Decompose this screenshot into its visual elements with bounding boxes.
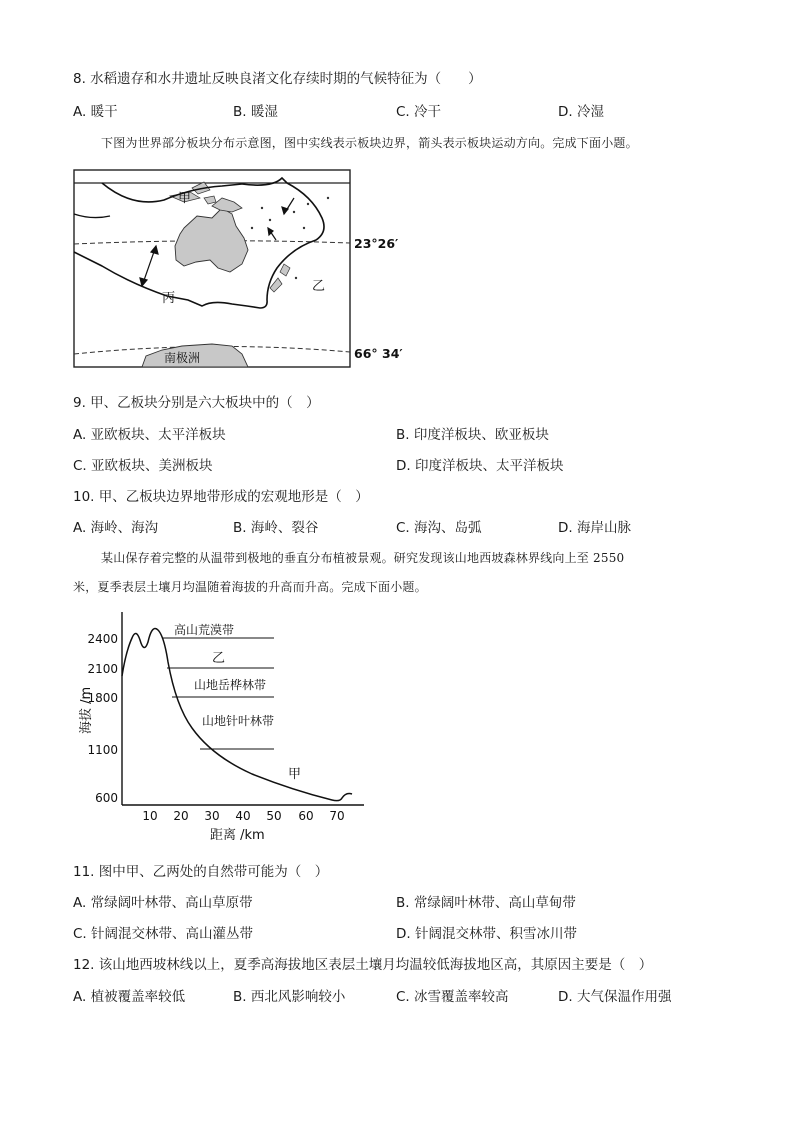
q11-option-c[interactable]: C. 针阔混交林带、高山灌丛带 bbox=[73, 926, 254, 942]
label-tropic-latitude: 23°26′ bbox=[354, 236, 399, 251]
question-11-stem: 11. 图中甲、乙两处的自然带可能为（ ） bbox=[73, 864, 329, 880]
intro-mountain-line-2: 米，夏季表层土壤月均温随着海拔的升高而升高。完成下面小题。 bbox=[73, 580, 427, 594]
y-tick-2400: 2400 bbox=[87, 632, 118, 646]
question-12-stem: 12. 该山地西坡林线以上，夏季高海拔地区表层土壤月均温较低海拔地区高，其原因主要是（ ） bbox=[73, 957, 653, 973]
x-tick-10: 10 bbox=[142, 809, 158, 823]
island-dot bbox=[293, 211, 295, 213]
zone-alpine-desert: 高山荒漠带 bbox=[174, 623, 235, 637]
label-polar-latitude: 66° 34′ bbox=[354, 346, 403, 361]
label-yi: 乙 bbox=[312, 279, 326, 294]
island-dot bbox=[269, 219, 271, 221]
q9-option-b[interactable]: B. 印度洋板块、欧亚板块 bbox=[396, 427, 549, 443]
q9-option-c[interactable]: C. 亚欧板块、美洲板块 bbox=[73, 458, 213, 474]
label-jia: 甲 bbox=[178, 191, 192, 206]
q8-option-b[interactable]: B. 暖湿 bbox=[233, 104, 278, 120]
x-tick-70: 70 bbox=[329, 809, 345, 823]
intro-plate-map: 下图为世界部分板块分布示意图，图中实线表示板块边界，箭头表示板块运动方向。完成下面小题。 bbox=[101, 136, 638, 150]
q8-option-c[interactable]: C. 冷干 bbox=[396, 104, 442, 120]
island-dot bbox=[327, 197, 329, 199]
y-tick-1100: 1100 bbox=[87, 743, 118, 757]
label-antarctica: 南极洲 bbox=[164, 351, 201, 365]
island-dot bbox=[295, 277, 297, 279]
island-dot bbox=[307, 203, 309, 205]
q10-option-b[interactable]: B. 海岭、裂谷 bbox=[233, 520, 319, 536]
y-axis-label: 海拔 /m bbox=[79, 686, 94, 734]
q9-option-a[interactable]: A. 亚欧板块、太平洋板块 bbox=[73, 427, 226, 443]
x-tick-50: 50 bbox=[266, 809, 282, 823]
q10-option-a[interactable]: A. 海岭、海沟 bbox=[73, 520, 159, 536]
x-tick-40: 40 bbox=[235, 809, 251, 823]
y-tick-1800: 1800 bbox=[87, 691, 118, 705]
x-tick-60: 60 bbox=[298, 809, 314, 823]
zone-yi-label: 乙 bbox=[212, 651, 226, 666]
q8-option-d[interactable]: D. 冷湿 bbox=[558, 104, 604, 120]
q12-option-a[interactable]: A. 植被覆盖率较低 bbox=[73, 989, 186, 1005]
q12-option-b[interactable]: B. 西北风影响较小 bbox=[233, 989, 346, 1005]
q10-option-c[interactable]: C. 海沟、岛弧 bbox=[396, 520, 482, 536]
intro-mountain-line-1: 某山保存着完整的从温带到极地的垂直分布植被景观。研究发现该山地西坡森林界线向上至 2550 bbox=[101, 551, 625, 565]
zone-coniferous-forest: 山地针叶林带 bbox=[202, 714, 275, 728]
mountain-profile-figure bbox=[72, 606, 372, 846]
question-8-stem: 8. 水稻遗存和水井遗址反映良渚文化存续时期的气候特征为（ ） bbox=[73, 71, 482, 87]
island-dot bbox=[261, 207, 263, 209]
q12-option-d[interactable]: D. 大气保温作用强 bbox=[558, 989, 672, 1005]
q12-option-c[interactable]: C. 冰雪覆盖率较高 bbox=[396, 989, 509, 1005]
q10-option-d[interactable]: D. 海岸山脉 bbox=[558, 520, 631, 536]
zone-jia-label: 甲 bbox=[288, 767, 302, 782]
q11-option-a[interactable]: A. 常绿阔叶林带、高山草原带 bbox=[73, 895, 253, 911]
q9-option-d[interactable]: D. 印度洋板块、太平洋板块 bbox=[396, 458, 564, 474]
island-dot bbox=[251, 227, 253, 229]
question-10-stem: 10. 甲、乙板块边界地带形成的宏观地形是（ ） bbox=[73, 489, 369, 505]
q8-option-a[interactable]: A. 暖干 bbox=[73, 104, 118, 120]
q11-option-b[interactable]: B. 常绿阔叶林带、高山草甸带 bbox=[396, 895, 576, 911]
x-tick-20: 20 bbox=[173, 809, 189, 823]
label-bing: 丙 bbox=[162, 291, 176, 306]
island-dot bbox=[303, 227, 305, 229]
q11-option-d[interactable]: D. 针阔混交林带、积雪冰川带 bbox=[396, 926, 577, 942]
x-axis-label: 距离 /km bbox=[210, 828, 265, 843]
zone-birch-forest: 山地岳桦林带 bbox=[194, 678, 267, 692]
y-tick-2100: 2100 bbox=[87, 662, 118, 676]
question-9-stem: 9. 甲、乙板块分别是六大板块中的（ ） bbox=[73, 395, 320, 411]
x-tick-30: 30 bbox=[204, 809, 220, 823]
y-tick-600: 600 bbox=[95, 791, 118, 805]
plate-map bbox=[72, 168, 412, 372]
